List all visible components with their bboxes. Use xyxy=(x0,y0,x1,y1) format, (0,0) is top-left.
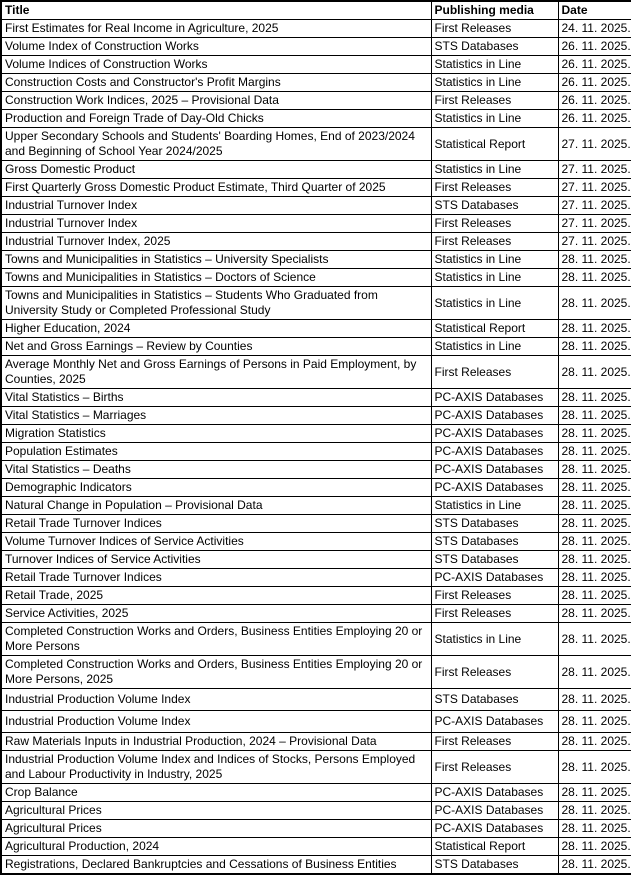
cell-title: Volume Turnover Indices of Service Activities xyxy=(1,533,431,551)
cell-publishing-media: First Releases xyxy=(431,20,558,38)
cell-publishing-media: Statistics in Line xyxy=(431,251,558,269)
cell-date: 28. 11. 2025. xyxy=(558,569,631,587)
table-row xyxy=(1,838,631,856)
cell-title: Upper Secondary Schools and Students' Boarding Homes, End of 2023/2024 and Beginning of School Year 2024/2025 xyxy=(1,128,431,161)
cell-publishing-media: Statistics in Line xyxy=(431,56,558,74)
cell-date: 28. 11. 2025. xyxy=(558,407,631,425)
cell-title: Volume Indices of Construction Works xyxy=(1,56,431,74)
cell-publishing-media: Statistical Report xyxy=(431,838,558,856)
cell-title: Volume Index of Construction Works xyxy=(1,38,431,56)
table-row xyxy=(1,110,631,128)
cell-publishing-media: First Releases xyxy=(431,233,558,251)
cell-title: Agricultural Prices xyxy=(1,820,431,838)
cell-publishing-media: First Releases xyxy=(431,751,558,784)
table-row xyxy=(1,569,631,587)
cell-date: 26. 11. 2025. xyxy=(558,92,631,110)
cell-publishing-media: First Releases xyxy=(431,605,558,623)
cell-publishing-media: First Releases xyxy=(431,179,558,197)
cell-date: 27. 11. 2025. xyxy=(558,128,631,161)
cell-date: 28. 11. 2025. xyxy=(558,656,631,689)
cell-title: Industrial Turnover Index xyxy=(1,215,431,233)
cell-date: 28. 11. 2025. xyxy=(558,497,631,515)
cell-publishing-media: First Releases xyxy=(431,733,558,751)
table-row xyxy=(1,820,631,838)
table-row xyxy=(1,461,631,479)
cell-title: Migration Statistics xyxy=(1,425,431,443)
cell-title: Natural Change in Population – Provisional Data xyxy=(1,497,431,515)
cell-date: 28. 11. 2025. xyxy=(558,338,631,356)
table-row xyxy=(1,233,631,251)
cell-date: 27. 11. 2025. xyxy=(558,233,631,251)
column-header-publishing-media: Publishing media xyxy=(431,1,558,20)
table-row xyxy=(1,251,631,269)
table-row xyxy=(1,689,631,711)
table-row xyxy=(1,605,631,623)
cell-publishing-media: Statistics in Line xyxy=(431,74,558,92)
cell-title: Industrial Turnover Index, 2025 xyxy=(1,233,431,251)
cell-date: 28. 11. 2025. xyxy=(558,389,631,407)
cell-publishing-media: Statistics in Line xyxy=(431,338,558,356)
cell-date: 28. 11. 2025. xyxy=(558,251,631,269)
cell-title: Industrial Production Volume Index xyxy=(1,711,431,733)
cell-title: Gross Domestic Product xyxy=(1,161,431,179)
table-row xyxy=(1,20,631,38)
cell-title: Service Activities, 2025 xyxy=(1,605,431,623)
cell-publishing-media: First Releases xyxy=(431,215,558,233)
table-row xyxy=(1,784,631,802)
cell-publishing-media: PC-AXIS Databases xyxy=(431,443,558,461)
cell-date: 28. 11. 2025. xyxy=(558,784,631,802)
cell-date: 28. 11. 2025. xyxy=(558,711,631,733)
cell-date: 28. 11. 2025. xyxy=(558,533,631,551)
cell-publishing-media: Statistics in Line xyxy=(431,161,558,179)
cell-title: Net and Gross Earnings – Review by Counties xyxy=(1,338,431,356)
cell-title: Completed Construction Works and Orders, Business Entities Employing 20 or More Persons xyxy=(1,623,431,656)
cell-publishing-media: First Releases xyxy=(431,356,558,389)
cell-title: Construction Costs and Constructor's Profit Margins xyxy=(1,74,431,92)
table-row xyxy=(1,338,631,356)
cell-publishing-media: PC-AXIS Databases xyxy=(431,784,558,802)
table-row xyxy=(1,425,631,443)
cell-title: Completed Construction Works and Orders, Business Entities Employing 20 or More Persons, 2025 xyxy=(1,656,431,689)
cell-title: Turnover Indices of Service Activities xyxy=(1,551,431,569)
cell-date: 24. 11. 2025. xyxy=(558,20,631,38)
table-row xyxy=(1,128,631,161)
cell-date: 28. 11. 2025. xyxy=(558,820,631,838)
table-row xyxy=(1,515,631,533)
cell-title: First Quarterly Gross Domestic Product Estimate, Third Quarter of 2025 xyxy=(1,179,431,197)
cell-date: 27. 11. 2025. xyxy=(558,179,631,197)
cell-date: 26. 11. 2025. xyxy=(558,56,631,74)
cell-date: 28. 11. 2025. xyxy=(558,269,631,287)
cell-publishing-media: First Releases xyxy=(431,656,558,689)
table-header xyxy=(1,1,631,20)
table-row xyxy=(1,856,631,875)
cell-date: 28. 11. 2025. xyxy=(558,856,631,875)
cell-date: 26. 11. 2025. xyxy=(558,38,631,56)
table-row xyxy=(1,269,631,287)
table-row xyxy=(1,56,631,74)
cell-title: Higher Education, 2024 xyxy=(1,320,431,338)
table-row xyxy=(1,751,631,784)
cell-publishing-media: PC-AXIS Databases xyxy=(431,711,558,733)
table-row xyxy=(1,179,631,197)
cell-publishing-media: PC-AXIS Databases xyxy=(431,389,558,407)
cell-date: 27. 11. 2025. xyxy=(558,197,631,215)
table-body xyxy=(1,20,631,875)
cell-publishing-media: PC-AXIS Databases xyxy=(431,569,558,587)
cell-date: 28. 11. 2025. xyxy=(558,461,631,479)
cell-publishing-media: PC-AXIS Databases xyxy=(431,479,558,497)
cell-title: Population Estimates xyxy=(1,443,431,461)
cell-title: Towns and Municipalities in Statistics – Students Who Graduated from University Study or Completed Professional Study xyxy=(1,287,431,320)
cell-title: Agricultural Prices xyxy=(1,802,431,820)
cell-date: 28. 11. 2025. xyxy=(558,356,631,389)
cell-title: Retail Trade Turnover Indices xyxy=(1,569,431,587)
header-row xyxy=(1,1,631,20)
cell-date: 28. 11. 2025. xyxy=(558,425,631,443)
cell-date: 28. 11. 2025. xyxy=(558,479,631,497)
table-row xyxy=(1,711,631,733)
table-row xyxy=(1,356,631,389)
table-row xyxy=(1,587,631,605)
cell-date: 27. 11. 2025. xyxy=(558,161,631,179)
column-header-date: Date xyxy=(558,1,631,20)
table-row xyxy=(1,479,631,497)
cell-date: 28. 11. 2025. xyxy=(558,587,631,605)
cell-title: Demographic Indicators xyxy=(1,479,431,497)
table-row xyxy=(1,407,631,425)
cell-date: 28. 11. 2025. xyxy=(558,443,631,461)
cell-publishing-media: PC-AXIS Databases xyxy=(431,461,558,479)
cell-publishing-media: Statistics in Line xyxy=(431,623,558,656)
cell-title: First Estimates for Real Income in Agriculture, 2025 xyxy=(1,20,431,38)
cell-publishing-media: STS Databases xyxy=(431,515,558,533)
cell-date: 28. 11. 2025. xyxy=(558,287,631,320)
cell-publishing-media: STS Databases xyxy=(431,689,558,711)
cell-publishing-media: Statistics in Line xyxy=(431,269,558,287)
table-row xyxy=(1,802,631,820)
cell-title: Industrial Turnover Index xyxy=(1,197,431,215)
table-row xyxy=(1,623,631,656)
cell-title: Registrations, Declared Bankruptcies and Cessations of Business Entities xyxy=(1,856,431,875)
cell-title: Retail Trade Turnover Indices xyxy=(1,515,431,533)
cell-title: Retail Trade, 2025 xyxy=(1,587,431,605)
cell-publishing-media: PC-AXIS Databases xyxy=(431,820,558,838)
cell-title: Towns and Municipalities in Statistics – University Specialists xyxy=(1,251,431,269)
cell-title: Raw Materials Inputs in Industrial Production, 2024 – Provisional Data xyxy=(1,733,431,751)
table-row xyxy=(1,287,631,320)
cell-publishing-media: Statistics in Line xyxy=(431,110,558,128)
cell-title: Production and Foreign Trade of Day-Old Chicks xyxy=(1,110,431,128)
cell-publishing-media: First Releases xyxy=(431,92,558,110)
cell-date: 28. 11. 2025. xyxy=(558,515,631,533)
table-row xyxy=(1,215,631,233)
cell-publishing-media: Statistical Report xyxy=(431,320,558,338)
cell-publishing-media: STS Databases xyxy=(431,856,558,875)
cell-title: Average Monthly Net and Gross Earnings of Persons in Paid Employment, by Counties, 2025 xyxy=(1,356,431,389)
cell-title: Towns and Municipalities in Statistics – Doctors of Science xyxy=(1,269,431,287)
cell-date: 28. 11. 2025. xyxy=(558,838,631,856)
cell-date: 26. 11. 2025. xyxy=(558,110,631,128)
cell-title: Vital Statistics – Marriages xyxy=(1,407,431,425)
cell-date: 28. 11. 2025. xyxy=(558,605,631,623)
cell-date: 28. 11. 2025. xyxy=(558,802,631,820)
cell-publishing-media: PC-AXIS Databases xyxy=(431,407,558,425)
table-row xyxy=(1,443,631,461)
table-row xyxy=(1,551,631,569)
cell-publishing-media: Statistics in Line xyxy=(431,497,558,515)
cell-publishing-media: First Releases xyxy=(431,587,558,605)
cell-date: 28. 11. 2025. xyxy=(558,751,631,784)
cell-publishing-media: STS Databases xyxy=(431,197,558,215)
cell-date: 28. 11. 2025. xyxy=(558,320,631,338)
cell-title: Vital Statistics – Births xyxy=(1,389,431,407)
cell-date: 28. 11. 2025. xyxy=(558,733,631,751)
table-row xyxy=(1,533,631,551)
cell-date: 27. 11. 2025. xyxy=(558,215,631,233)
table-row xyxy=(1,320,631,338)
table-row xyxy=(1,74,631,92)
cell-title: Construction Work Indices, 2025 – Provisional Data xyxy=(1,92,431,110)
cell-title: Agricultural Production, 2024 xyxy=(1,838,431,856)
cell-publishing-media: Statistics in Line xyxy=(431,287,558,320)
table-row xyxy=(1,197,631,215)
cell-date: 28. 11. 2025. xyxy=(558,551,631,569)
cell-title: Industrial Production Volume Index and Indices of Stocks, Persons Employed and Labour Productivity in Industry, 2025 xyxy=(1,751,431,784)
table-row xyxy=(1,389,631,407)
cell-date: 26. 11. 2025. xyxy=(558,74,631,92)
cell-publishing-media: STS Databases xyxy=(431,551,558,569)
cell-date: 28. 11. 2025. xyxy=(558,623,631,656)
table-row xyxy=(1,497,631,515)
table-row xyxy=(1,161,631,179)
table-row xyxy=(1,92,631,110)
cell-title: Vital Statistics – Deaths xyxy=(1,461,431,479)
column-header-title: Title xyxy=(1,1,431,20)
cell-publishing-media: PC-AXIS Databases xyxy=(431,425,558,443)
cell-date: 28. 11. 2025. xyxy=(558,689,631,711)
cell-publishing-media: Statistical Report xyxy=(431,128,558,161)
cell-title: Crop Balance xyxy=(1,784,431,802)
cell-publishing-media: STS Databases xyxy=(431,38,558,56)
cell-title: Industrial Production Volume Index xyxy=(1,689,431,711)
cell-publishing-media: PC-AXIS Databases xyxy=(431,802,558,820)
table-row xyxy=(1,656,631,689)
cell-publishing-media: STS Databases xyxy=(431,533,558,551)
table-row xyxy=(1,733,631,751)
table-row xyxy=(1,38,631,56)
